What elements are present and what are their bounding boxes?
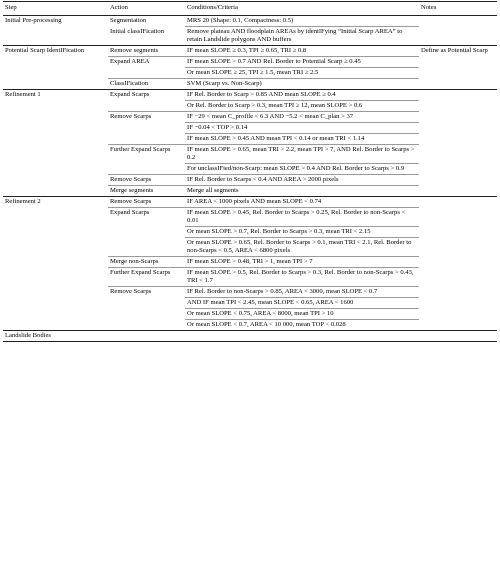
criteria-cell xyxy=(185,331,419,342)
criteria-cell: IF Rel. Border to Scarps < 0.4 AND AREA > 2000 pixels xyxy=(185,175,419,186)
table-row xyxy=(3,46,497,57)
criteria-cell: Merge all segments xyxy=(187,187,239,194)
notes-cell xyxy=(419,320,497,331)
criteria-cell: IF mean SLOPE > 0.65, mean TRI > 2.2, mean TPI > 7, AND Rel. Border to Scarps > 0.2 xyxy=(185,145,419,164)
criteria-cell: AND IF mean TPI < 2.45, mean SLOPE < 0.65, AREA < 1600 xyxy=(185,298,419,309)
action-cell: Remove Scarps xyxy=(110,288,152,295)
notes-cell xyxy=(419,112,497,123)
table-row xyxy=(3,16,497,27)
notes-cell xyxy=(419,123,497,134)
action-cell: Expand AREA xyxy=(108,57,185,79)
action-cell: Remove Scarps xyxy=(108,112,185,145)
action-cell xyxy=(108,331,185,342)
notes-cell xyxy=(419,208,497,227)
action-cell: Further Expand Scarps xyxy=(108,268,185,287)
notes-cell xyxy=(419,175,497,186)
header-step: Step xyxy=(3,2,108,16)
criteria-cell: MRS 20 (Shape: 0.1, Compactness: 0.5) xyxy=(185,16,419,27)
criteria-cell: Or mean SLOPE < 0.7, AREA < 10 000, mean TOP < 0.028 xyxy=(187,321,346,328)
criteria-cell: IF −29 < mean C_profile < 6.3 AND −5.2 < mean C_plan > 37 xyxy=(185,112,419,123)
notes-cell xyxy=(419,68,497,79)
criteria-cell: Or mean SLOPE ≥ 25, TPI ≥ 1.5, mean TRI ≥ 2.5 xyxy=(185,68,419,79)
notes-cell xyxy=(419,287,497,298)
notes-cell xyxy=(419,309,497,320)
action-cell: Segmentation xyxy=(108,16,185,27)
notes-cell xyxy=(419,164,497,175)
notes-cell xyxy=(419,257,497,268)
action-cell: Further Expand Scarps xyxy=(108,145,185,175)
action-cell: Expand Scarps xyxy=(108,90,185,112)
header-action: Action xyxy=(108,2,185,16)
step-cell: Landslide Bodies xyxy=(3,331,108,342)
notes-cell xyxy=(419,79,497,90)
criteria-cell: IF −0.04 < TOP > 0.14 xyxy=(185,123,419,134)
criteria-cell: IF mean SLOPE > 0.45, Rel. Border to Scarps > 0.25, Rel. Border to non-Scarps < 0.01 xyxy=(185,208,419,227)
criteria-cell: IF mean SLOPE > 0.7 AND Rel. Border to Potential Scarp ≥ 0.45 xyxy=(185,57,419,68)
header-row xyxy=(3,2,497,16)
criteria-cell: IF Rel. Border to Scarp > 0.85 AND mean SLOPE ≥ 0.4 xyxy=(185,90,419,101)
notes-cell xyxy=(419,145,497,164)
notes-cell xyxy=(419,57,497,68)
classification-rules-table xyxy=(3,1,497,342)
action-cell: Merge non-Scarps xyxy=(108,257,185,268)
criteria-cell: For unclassIFied/non-Scarp: mean SLOPE > 0.4 AND Rel. Border to Scarps > 0.9 xyxy=(185,164,419,175)
notes-cell xyxy=(419,197,497,208)
notes-cell xyxy=(419,298,497,309)
notes-cell: Define as Potential Scarp xyxy=(419,46,497,57)
notes-cell xyxy=(419,134,497,145)
step-cell: Refinement 1 xyxy=(3,90,108,197)
notes-cell xyxy=(419,331,497,342)
notes-cell xyxy=(419,227,497,238)
criteria-cell: Or mean SLOPE < 0.75, AREA < 8000, mean TPI > 10 xyxy=(185,309,419,320)
action-cell: Expand Scarps xyxy=(108,208,185,257)
action-cell: ClassIFication xyxy=(110,80,149,87)
criteria-cell: Or mean SLOPE > 0.65, Rel. Border to Scarps > 0.1, mean TRI < 2.1, Rel. Border to non-Scarps < 0.5, AREA < 6800 pixels xyxy=(185,238,419,257)
notes-cell xyxy=(419,101,497,112)
notes-cell xyxy=(419,186,497,197)
criteria-cell: Remove plateau AND floodplain AREAs by identIFying “Initial Scarp AREA” to retain Landslide polygons AND buffers xyxy=(187,28,403,43)
action-cell: Initial classIFication xyxy=(110,27,165,35)
criteria-cell: IF AREA < 1000 pixels AND mean SLOPE < 0.74 xyxy=(185,197,419,208)
notes-cell xyxy=(419,90,497,101)
notes-cell xyxy=(419,27,497,46)
header-criteria: Conditions/Criteria xyxy=(185,2,419,16)
criteria-cell: Or mean SLOPE > 0.7, Rel. Border to Scarps > 0.3, mean TRI < 2.15 xyxy=(185,227,419,238)
criteria-cell: IF mean SLOPE > 0.45 AND mean TPI < 0.14 or mean TRI < 1.14 xyxy=(185,134,419,145)
table-row xyxy=(3,331,497,342)
criteria-cell: Or Rel. Border to Scarp > 0.3, mean TPI ≥ 12, mean SLOPE > 0.6 xyxy=(185,101,419,112)
table-row xyxy=(3,197,497,208)
notes-cell xyxy=(419,238,497,257)
notes-cell xyxy=(419,16,497,27)
criteria-cell: IF Rel. Border to non-Scarps > 0.85, AREA < 3000, mean SLOPE < 0.7 xyxy=(185,287,419,298)
step-cell: Refinement 2 xyxy=(3,197,108,331)
criteria-cell: SVM (Scarp vs. Non-Scarp) xyxy=(187,80,262,87)
step-cell: Initial Pre-processing xyxy=(3,16,108,46)
step-cell: Potential Scarp IdentIFication xyxy=(3,46,108,90)
action-cell: Remove Scarps xyxy=(108,175,185,186)
criteria-cell: IF mean SLOPE ≥ 0.3, TPI ≥ 0.65, TRI ≥ 0.8 xyxy=(185,46,419,57)
action-cell: Remove Scarps xyxy=(108,197,185,208)
notes-cell xyxy=(419,268,497,287)
header-notes: Notes xyxy=(419,2,497,16)
action-cell: Remove segments xyxy=(108,46,185,57)
action-cell: Merge segments xyxy=(110,187,154,194)
table-row xyxy=(3,90,497,101)
criteria-cell: IF mean SLOPE > 0.5, Rel. Border to Scarps > 0.3, Rel. Border to non-Scarps > 0.43, TRI < 1.7 xyxy=(185,268,419,287)
criteria-cell: IF mean SLOPE > 0.48, TRI > 1, mean TPI > 7 xyxy=(185,257,419,268)
